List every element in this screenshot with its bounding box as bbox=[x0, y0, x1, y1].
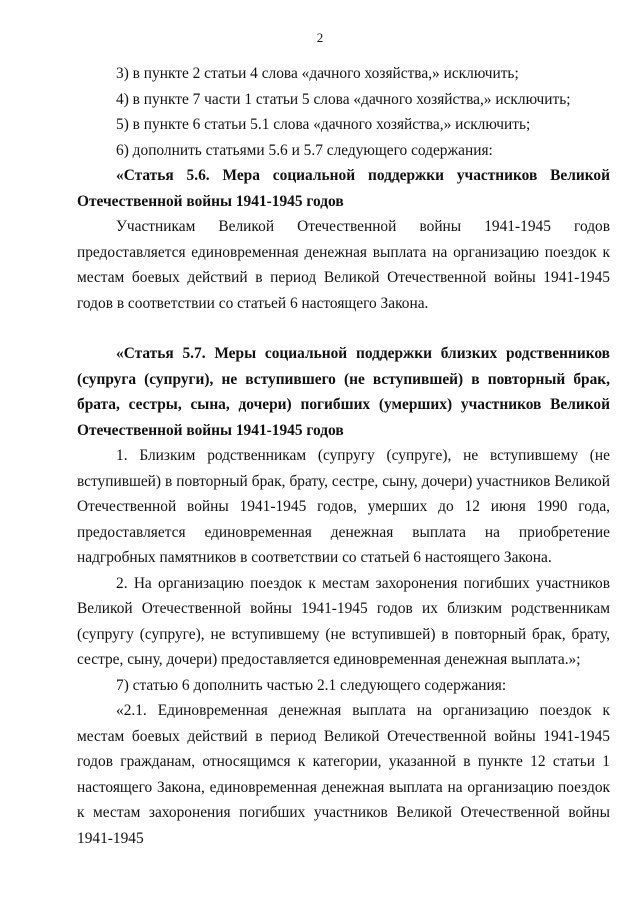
article-5-6-heading: «Статья 5.6. Мера социальной поддержки участников Великой Отечественной войны 1941-1945 годов bbox=[77, 167, 610, 210]
page-number: 2 bbox=[316, 30, 324, 45]
amendment-item-6: 6) дополнить статьями 5.6 и 5.7 следующего содержания: bbox=[116, 141, 493, 159]
blank-line bbox=[77, 316, 610, 341]
part-2-1-text: «2.1. Единовременная денежная выплата на организацию поездок к местам боевых действий в период Великой Отечественной войны 1941-1945 годов гражданам, относящимся к категории, указанной в пункте 12 статьи 1 настоящего Закона, единовременная денежная выплата на организацию поездок к местам захоронения погибших участников Великой Отечественной войны 1941-1945 bbox=[77, 702, 610, 847]
amendment-item-3: 3) в пункте 2 статьи 4 слова «дачного хозяйства,» исключить; bbox=[116, 65, 519, 82]
amendment-item-4: 4) в пункте 7 части 1 статьи 5 слова «дачного хозяйства,» исключить; bbox=[116, 90, 571, 108]
amendment-item-5: 5) в пункте 6 статьи 5.1 слова «дачного хозяйства,» исключить; bbox=[116, 116, 531, 133]
article-5-7-part-1: 1. Близким родственникам (супругу (супруге), не вступившему (не вступившей) в повторный брак, брату, сестре, сыну, дочери) участников Великой Отечественной войны 1941-1945 годов, умерших до 12 июня 1990 года, предоставляется единовременная денежная выплата на приобретение надгробных памятников в соответствии со статьей 6 настоящего Закона. bbox=[77, 447, 610, 566]
document-body bbox=[77, 61, 610, 851]
article-5-7-heading: «Статья 5.7. Меры социальной поддержки близких родственников (супруга (супруги), не вступившего (не вступившей) в повторный брак, брата, сестры, сына, дочери) погибших (умерших) участников Великой Отечественной войны 1941-1945 годов bbox=[77, 345, 610, 439]
amendment-item-7: 7) статью 6 дополнить частью 2.1 следующего содержания: bbox=[116, 676, 507, 694]
article-5-6-text: Участникам Великой Отечественной войны 1941-1945 годов предоставляется единовременная денежная выплата на организацию поездок к местам боевых действий в период Великой Отечественной войны 1941-1945 годов в соответствии со статьей 6 настоящего Закона. bbox=[77, 218, 610, 312]
article-5-7-part-2: 2. На организацию поездок к местам захоронения погибших участников Великой Отечественной войны 1941-1945 годов их близким родственникам (супругу (супруге), не вступившему (не вступившей) в повторный брак, брату, сестре, сыну, дочери) предоставляется единовременная денежная выплата.»; bbox=[77, 574, 610, 668]
